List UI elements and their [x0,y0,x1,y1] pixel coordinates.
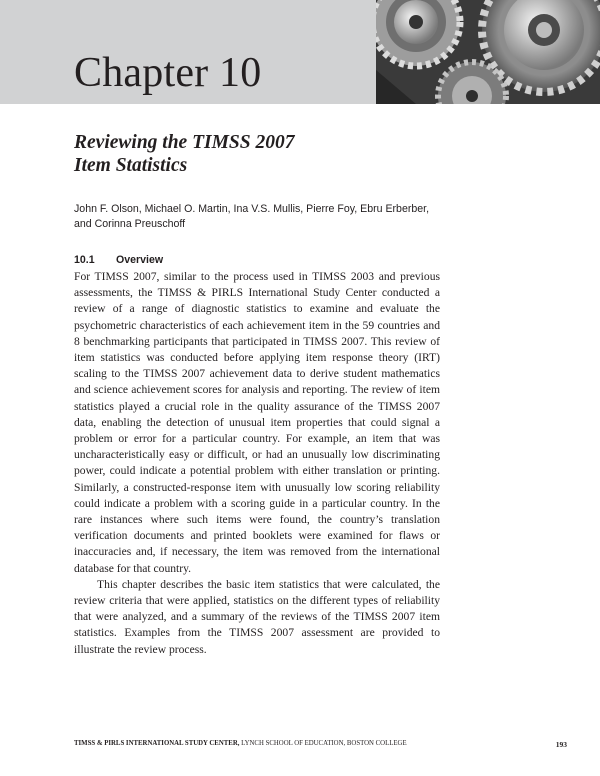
authors-line-2: and Corinna Preuschoff [74,217,186,230]
section-number: 10.1 [74,254,95,266]
gear-photo-icon [376,0,600,104]
section-title: Overview [116,254,164,266]
paragraph-overview: For TIMSS 2007, similar to the process used in TIMSS 2003 and previous assessments, the TIMSS & PIRLS International Study Center conducted a review of a range of diagnostic statistics to examine and evaluate the psychometric characteristics of each achievement item in the 59 countries and 8 benchmarking participants that participated in TIMSS 2007. This review of item statistics was conducted before applying item response theory (IRT) scaling to the TIMSS 2007 achievement data to derive student mathematics and science achievement scores for analysis and reporting. The review of item statistics played a crucial role in the quality assurance of the TIMSS 2007 data, enabling the detection of unusual item properties that could signal a problem or error for a particular country. For example, an item that was uncharacteristically easy or difficult, or had an unusually low discriminating power, could indicate a potential problem with either translation or printing. Similarly, a constructed-response item with unusually low scoring reliability could indicate a problem with a scoring guide in a particular country. In the rare instances where such items were found, the country’s translation verification documents and printed booklets were examined for flaws or inaccuracies and, if necessary, the item was removed from the international database for that country. [74,270,440,575]
chapter-subtitle [74,131,474,177]
subtitle-line-1: Reviewing the TIMSS 2007 [74,132,295,153]
author-list [74,202,454,231]
footer-center-name: TIMSS & PIRLS INTERNATIONAL STUDY CENTER, [74,740,240,747]
paragraph-chapter-summary: This chapter describes the basic item statistics that were calculated, the review criteria that were applied, statistics on the different types of reliability that were analyzed, and a summary of the reviews of the TIMSS 2007 item statistics. Examples from the TIMSS 2007 assessment are provided to illustrate the review process. [74,577,440,656]
section-heading [74,254,163,266]
footer-credit [74,740,407,747]
authors-line-1: John F. Olson, Michael O. Martin, Ina V.S. Mullis, Pierre Foy, Ebru Erberber, [74,203,430,215]
page-number: 193 [555,740,567,749]
body-text [74,269,440,658]
footer-school: LYNCH SCHOOL OF EDUCATION, BOSTON COLLEGE [239,740,407,747]
subtitle-line-2: Item Statistics [74,155,188,176]
chapter-title: Chapter 10 [74,50,262,96]
